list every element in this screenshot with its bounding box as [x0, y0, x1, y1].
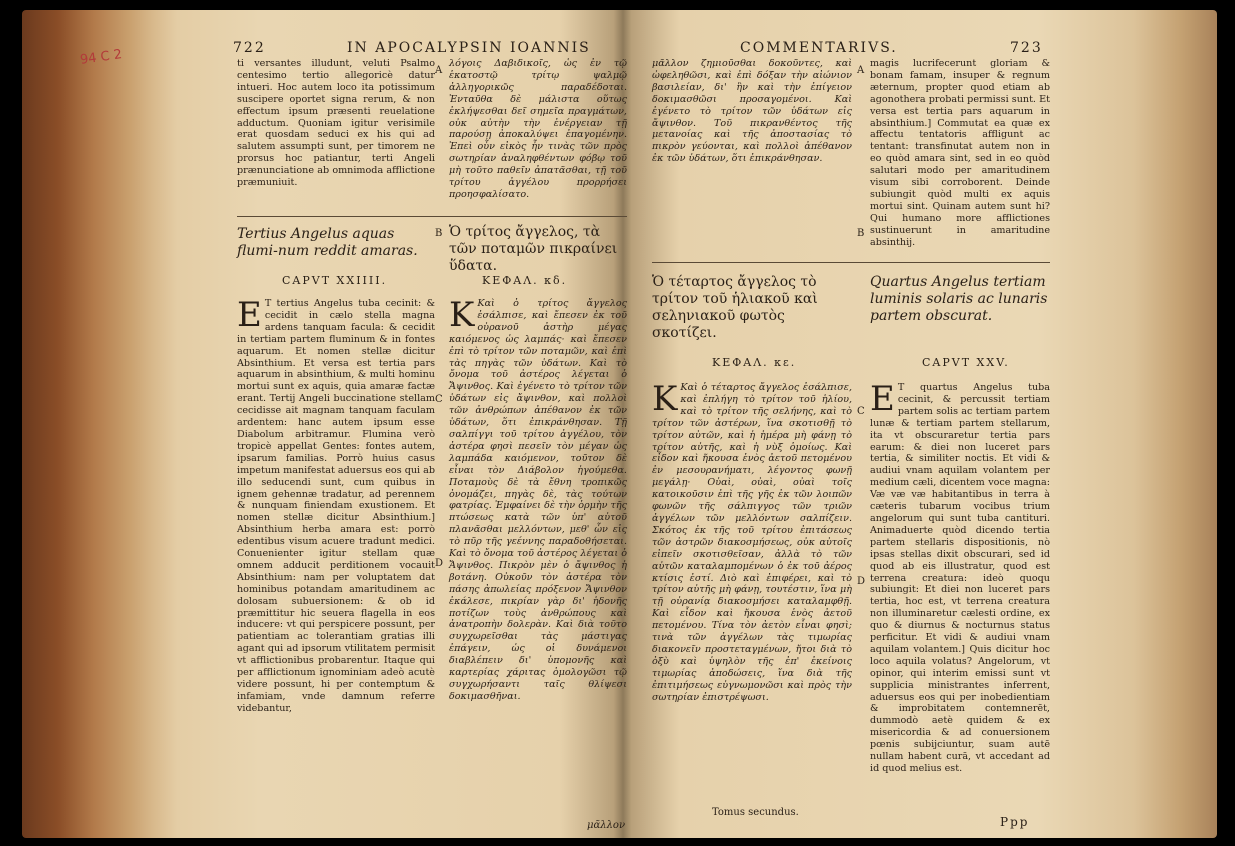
left-body-latin: E T tertius Angelus tuba cecinit: & cecidit in cælo stella magna ardens tanquam facula: & cecidit in tertiam partem fluminum & in fontes aquarum. Et nomen stellæ dicitur Absinthium. Et versa est tertia pars aquarum in absinthium, & multi hominu mortui sunt ex aquis, quia amaræ factæ erant. Tertij Angeli buccinatione stellam cecidisse ait magnam tanquam faculam ardentem: hanc autem ipsum esse Diabolum arbitramur. Flumina verò tropicè appellat Gentes: fontes autem, ipsarum familias. Porrò huius casus impetum manifestat aduersus eos qui ab illo seducendi sunt, cum quibus in ignem gehennæ tradatur, ad perennem & nunquam finiendam exustionem. Et nomen stellæ dicitur Absinthium.] Absinthium herba amara est: porrò edentibus visum acuere tradunt medici. Conuenienter igitur stellam quæ omnem adducit perditionem vocauit Absinthium: nam per voluptatem dat hominibus potandam amaritudinem ac dolosam subuersionem: & ob id præmittitur hic seuera flagella in eos inducere: vt qui perspicere possunt, per patientiam ac tolerantiam gratias illi agant qui ad ipsorum vtilitatem permisit vt afflictionibus probarentur. Itaque qui per afflictionum ignominiam adeò acutè videre possunt, hi per contemptum & infamiam, vnde damnum referre videbantur,: [237, 295, 435, 714]
ink-inscription: 94 C 2: [79, 47, 123, 68]
right-chapter-title-greek: Ὁ τέταρτος ἄγγελος τὸ τρίτον τοῦ ἡλιακοῦ καὶ σεληνιακοῦ φωτὸς σκοτίζει.: [652, 274, 818, 341]
right-drop-cap: E: [870, 379, 895, 419]
open-book: [22, 10, 1217, 838]
right-chapter-title-latin: Quartus Angelus tertiam luminis solaris ac lunaris partem obscurat.: [870, 274, 1048, 324]
drop-cap-greek: K: [449, 295, 475, 335]
right-page-number: 723: [1010, 40, 1043, 56]
signature-mark: Ppp: [1000, 815, 1030, 829]
right-margin-letter-b: B: [857, 228, 865, 239]
right-caput-greek: ΚΕΦΑΛ. κε.: [712, 356, 797, 369]
margin-letter-b: B: [435, 228, 443, 239]
chapter-title-greek: Ὁ τρίτος ἄγγελος, τὰ τῶν ποταμῶν πικραίνει ὕδατα.: [449, 224, 618, 274]
right-caput-latin: CAPVT XXV.: [922, 356, 1010, 369]
left-running-head: IN APOCALYPSIN IOANNIS: [347, 40, 591, 56]
right-margin-letter-d: D: [857, 576, 866, 587]
right-top-latin: magis lucrifecerunt gloriam & bonam famam, insuper & regnum æternum, propter quod etiam ab agonothera probati permissi sunt. Et versa est tertia pars aquarum in absinthium.] Commutat ea quæ ex affectu tentatoris affligunt ac tentant: transfinutat autem non in eo quòd amara sint, sed in eo quòd salutari modo per amaritudinem visum sibi corroborent. Deinde subiungit quòd multi ex aquis mortui sint. Quinam autem sunt hi? Qui humano more afflictiones sustinuerunt in amaritudine absinthij.: [870, 58, 1050, 248]
margin-letter-d: D: [435, 558, 444, 569]
caput-latin: CAPVT XXIIII.: [282, 274, 388, 287]
right-body-latin: E T quartus Angelus tuba cecinit, & percussit tertiam partem solis ac tertiam partem lunæ & tertiam partem stellarum, ita vt obscuraretur tertia pars earum: & diei non luceret pars tertia, & similiter noctis. Et vidi & audiui vnam aquilam volantem per medium cæli, dicentem voce magna: Væ væ væ habitantibus in terra à cæteris tubarum vocibus trium angelorum qui sunt tuba cantituri. Animaduerte quòd dicendo tertia partem stellaris dispositionis, nò ipsas stellas dixit obscurari, sed id quod ab eis illustratur, quod est terrena creatura: ideò quoqu subiungit: Et diei non luceret pars tertia, hoc est, vt terrena creatura non illuminaretur cælesti ordine, ex quo & diurnus & nocturnus status perficitur. Et vidi & audiui vnam aquilam volantem.] Quis dicitur hoc loco aquila volatus? Angelorum, vt opinor, qui interim emissi sunt vt supplicia ministrantes inferrent, aduersus eos qui per inobedientiam & improbitatem contemnerēt, dummodò aetè quidem & ex misericordia & ad conuersionem pœnis subijciuntur, suam autē nullam habent curā, vt accedant ad id quod melius est.: [870, 379, 1050, 774]
right-top-greek: μᾶλλον ζημιοῦσθαι δοκοῦντες, καὶ ὠφεληθῶσι, καὶ ἐπὶ δόξαν τὴν αἰώνιον βασιλείαν, δι' ἣν καὶ τὴν ἐπίγειον δοκιμασθῶσι προσαγομένοι. Καὶ ἐγένετο τὸ τρίτον τῶν ὑδάτων εἰς ἄψινθον. Τοῦ πικρανθέντος τῆς μετανοίας καὶ τῆς ἀποστασίας τὸ πικρὸν γεύονται, καὶ πολλοὶ ἀπέθανον ἐκ τῶν ὑδάτων, ὅτι ἐπικράνθησαν.: [652, 58, 852, 165]
left-body-greek: K Καὶ ὁ τρίτος ἄγγελος ἐσάλπισε, καὶ ἔπεσεν ἐκ τοῦ οὐρανοῦ ἀστὴρ μέγας καιόμενος ὡς λαμπάς· καὶ ἔπεσεν ἐπὶ τὸ τρίτον τῶν ποταμῶν, καὶ ἐπὶ τὰς πηγὰς τῶν ὑδάτων. Καὶ τὸ ὄνομα τοῦ ἀστέρος λέγεται ὁ Ἄψινθος. Καὶ ἐγένετο τὸ τρίτον τῶν ὑδάτων εἰς ἄψινθον, καὶ πολλοὶ τῶν ἀνθρώπων ἀπέθανον ἐκ τῶν ὑδάτων, ὅτι ἐπικράνθησαν. Τῇ σαλπίγγι τοῦ τρίτου ἀγγέλου, τὸν ἀστέρα φησὶ πεσεῖν τὸν μέγαν ὡς λαμπάδα καιόμενον, τοῦτον δὲ εἶναι τὸν Διάβολον ἡγούμεθα. Ποταμοὺς δὲ τὰ ἔθνη τροπικῶς ὀνομάζει, πηγὰς δὲ, τὰς τούτων φατρίας. Ἐμφαίνει δὲ τὴν ὁρμὴν τῆς πτώσεως κατὰ τῶν ὑπ' αὐτοῦ πλανᾶσθαι μελλόντων, μεθ' ὧν εἰς τὸ πῦρ τῆς γεέννης παραδοθήσεται. Καὶ τὸ ὄνομα τοῦ ἀστέρος λέγεται ὁ Ἄψινθος. Πικρὸν μὲν ὁ ἄψινθος ἡ βοτάνη. Οὐκοῦν τὸν ἀστέρα τὸν πάσης ἀπωλείας πρόξενον Ἄψινθον ἐκάλεσε, πικρίαν γὰρ δι' ἡδονῆς ποτίζων τοὺς ἀνθρώπους καὶ ἀνατροπὴν δολερὰν. Καὶ διὰ τοῦτο συγχωρεῖσθαι τὰς μάστιγας ἐπάγειν, ὡς οἱ δυνάμενοι διαβλέπειν δι' ὑπομονῆς καὶ καρτερίας χάριτας ὁμολογῶσι τῷ συγχωρήσαντι ταῖς θλίψεσι δοκιμασθῆναι.: [449, 295, 627, 702]
left-top-latin: ti versantes illudunt, veluti Psalmo centesimo tertio allegoricè datur intueri. Hoc autem loco ita potissimum suscipere oportet signa rerum, & non effectum ipsum præsenti reuelatione adductum. Quoniam igitur verisimile erat quosdam seduci ex his qui ad salutem assumpti sunt, per timorem ne prorsus hoc patiantur, terti Angeli prænunciatione ab omnimoda afflictione præmuniuit.: [237, 58, 435, 189]
margin-letter-c: C: [435, 394, 443, 405]
caput-greek: ΚΕΦΑΛ. κδ.: [482, 274, 568, 287]
right-drop-cap-greek: K: [652, 379, 678, 419]
right-margin-letter-c: C: [857, 406, 865, 417]
right-section-divider: [652, 262, 1050, 263]
tomus-label: Tomus secundus.: [712, 807, 799, 818]
chapter-title-latin: Tertius Angelus aquas flumi-num reddit amaras.: [237, 226, 418, 259]
catchword: μᾶλλον: [587, 820, 626, 831]
drop-cap: E: [237, 295, 262, 335]
right-body-greek: K Καὶ ὁ τέταρτος ἄγγελος ἐσάλπισε, καὶ ἐπλήγη τὸ τρίτον τοῦ ἡλίου, καὶ τὸ τρίτον τῆς σελήνης, καὶ τὸ τρίτον τῶν ἀστέρων, ἵνα σκοτισθῇ τὸ τρίτον αὐτῶν, καὶ ἡ ἡμέρα μὴ φάνῃ τὸ τρίτον αὐτῆς, καὶ ἡ νὺξ ὁμοίως. Καὶ εἶδον καὶ ἤκουσα ἑνὸς ἀετοῦ πετομένου ἐν μεσουρανήματι, λέγοντος φωνῇ μεγάλῃ· Οὐαὶ, οὐαὶ, οὐαὶ τοῖς κατοικοῦσιν ἐπὶ τῆς γῆς ἐκ τῶν λοιπῶν φωνῶν τῆς σάλπιγγος τῶν τριῶν ἀγγέλων τῶν μελλόντων σαλπίζειν. Σκότος ἐκ τῆς τοῦ τρίτου ἐπιτάσεως τῶν ἀστρῶν διακοσμήσεως, οὐκ αὐτοῖς εἰπεῖν σκοτισθεῖσαν, ἀλλὰ τὸ τῶν αὐτῶν καταλαμπομένων ὁ ἐκ τοῦ ἀέρος κτίσις ἐστί. Διὸ καὶ ἐπιφέρει, καὶ τὸ τρίτον αὐτῆς μὴ φάνῃ, τουτέστιν, ἵνα μὴ τῇ οὐρανίᾳ διακοσμήσει καταλαμφθῇ. Καὶ εἶδον καὶ ἤκουσα ἑνὸς ἀετοῦ πετομένου. Τίνα τὸν ἀετὸν εἶναι φησὶ; τινὰ τῶν ἀγγέλων τὰς τιμωρίας διακονεῖν προστεταγμένων, ἤτοι διὰ τὸ ὀξὺ καὶ ὑψηλὸν τῆς ἐπ' ἐκείνοις τιμωρίας ἀποδώσεις, ἵνα διὰ τῆς ἐπιτιμήσεως εὐγνωμονῶσι καὶ πρὸς τὴν σωτηρίαν ἐπιστρέψωσι.: [652, 379, 852, 703]
section-divider: [237, 216, 627, 217]
margin-letter-a: A: [435, 65, 443, 76]
left-page-number: 722: [233, 40, 266, 56]
left-top-greek: λόγοις Δαβιδικοῖς, ὡς ἐν τῷ ἑκατοστῷ τρίτῳ ψαλμῷ ἀλληγορικῶς παραδέδοται. Ἐνταῦθα δὲ μάλιστα οὕτως ἐκλήψεσθαι δεῖ σημεῖα πραγμάτων, οὐκ αὐτὴν τὴν ἐνέργειαν τῇ παρούσῃ ἀποκαλύψει ἐπαγομένην. Ἐπεὶ οὖν εἰκὸς ἦν τινὰς τῶν πρὸς σωτηρίαν ἀναληφθέντων φόβῳ τοῦ μὴ τοῦτο παθεῖν ἀπατᾶσθαι, τῇ τοῦ τρίτου ἀγγέλου προρρήσει προησφαλίσατο.: [449, 58, 627, 200]
right-running-head: COMMENTARIVS.: [740, 40, 898, 56]
right-margin-letter-a: A: [857, 65, 865, 76]
